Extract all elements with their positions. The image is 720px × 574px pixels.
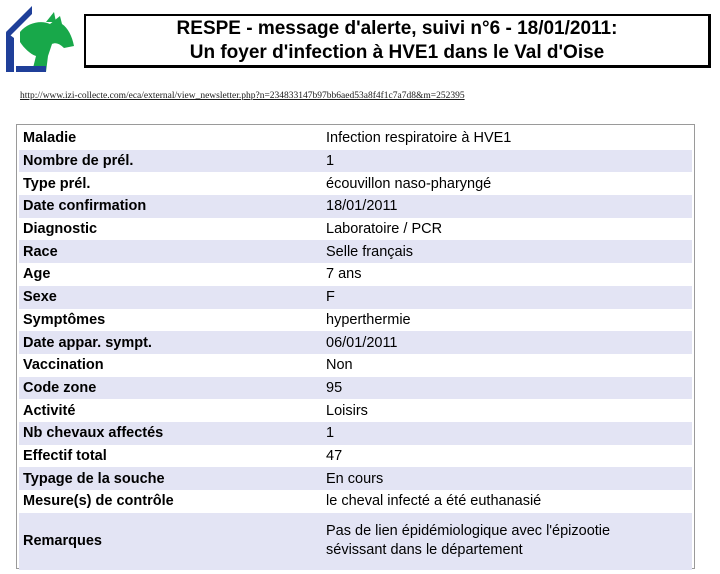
- row-value: 06/01/2011: [322, 331, 692, 354]
- table-row: [19, 150, 692, 173]
- table-row: [19, 399, 692, 422]
- row-value: le cheval infecté a été euthanasié: [326, 493, 542, 510]
- row-label: Nombre de prél.: [19, 150, 322, 173]
- row-value: Non: [326, 357, 353, 374]
- remarks-label: Remarques: [19, 513, 322, 570]
- table-row: [19, 172, 692, 195]
- newsletter-link[interactable]: http://www.izi-collecte.com/eca/external/view_newsletter.php?n=234833147b97bb6aed53a8f4f1c7a7d8&m=252395: [20, 91, 465, 101]
- row-value: 18/01/2011: [322, 195, 692, 218]
- row-label: Symptômes: [23, 311, 106, 328]
- row-value: 7 ans: [326, 266, 362, 283]
- row-label: Sexe: [19, 286, 322, 309]
- alert-title-box: [84, 14, 711, 68]
- respe-logo: [2, 2, 78, 78]
- row-label: Type prél.: [23, 175, 91, 192]
- table-row: [19, 195, 692, 218]
- row-label: Typage de la souche: [19, 467, 322, 490]
- table-row: [19, 467, 692, 490]
- row-label: Mesure(s) de contrôle: [23, 493, 174, 510]
- row-value: En cours: [322, 467, 692, 490]
- table-row: [19, 445, 692, 468]
- alert-title-line1: RESPE - message d'alerte, suivi n°6 - 18/01/2011:: [176, 17, 618, 39]
- row-value: Selle français: [322, 240, 692, 263]
- row-label: Diagnostic: [23, 221, 98, 238]
- row-label: Date confirmation: [19, 195, 322, 218]
- table-row: [19, 286, 692, 309]
- row-label: Date appar. sympt.: [19, 331, 322, 354]
- row-value: Infection respiratoire à HVE1: [326, 130, 512, 147]
- table-row: [19, 240, 692, 263]
- remarks-value: [322, 513, 692, 570]
- alert-details-table-frame: [16, 124, 695, 569]
- row-value: 95: [322, 377, 692, 400]
- alert-title-line2: Un foyer d'infection à HVE1 dans le Val d'Oise: [189, 41, 605, 63]
- table-row: [19, 354, 692, 377]
- table-row: [19, 263, 692, 286]
- row-label: Race: [19, 240, 322, 263]
- table-row: [19, 127, 692, 150]
- row-value: F: [322, 286, 692, 309]
- row-value: 1: [322, 150, 692, 173]
- table-row: [19, 331, 692, 354]
- row-label: Code zone: [19, 377, 322, 400]
- row-value: hyperthermie: [326, 311, 411, 328]
- table-row: [19, 490, 692, 513]
- row-label: Vaccination: [23, 357, 104, 374]
- remarks-line1: Pas de lien épidémiologique avec l'épizootie: [326, 523, 611, 540]
- row-label: Effectif total: [23, 447, 107, 464]
- row-label: Activité: [23, 402, 76, 419]
- table-row: [19, 218, 692, 241]
- table-row: [19, 309, 692, 332]
- table-row: [19, 422, 692, 445]
- table-row: [19, 377, 692, 400]
- row-value: Laboratoire / PCR: [326, 221, 443, 238]
- row-value: 1: [322, 422, 692, 445]
- row-label: Nb chevaux affectés: [19, 422, 322, 445]
- alert-details-table: [19, 127, 692, 570]
- remarks-line2: sévissant dans le département: [326, 542, 523, 559]
- row-value: écouvillon naso-pharyngé: [326, 175, 492, 192]
- table-row-remarks: [19, 513, 692, 570]
- row-label: Maladie: [23, 130, 77, 147]
- row-value: Loisirs: [326, 402, 368, 419]
- row-value: 47: [326, 447, 343, 464]
- row-label: Age: [23, 266, 51, 283]
